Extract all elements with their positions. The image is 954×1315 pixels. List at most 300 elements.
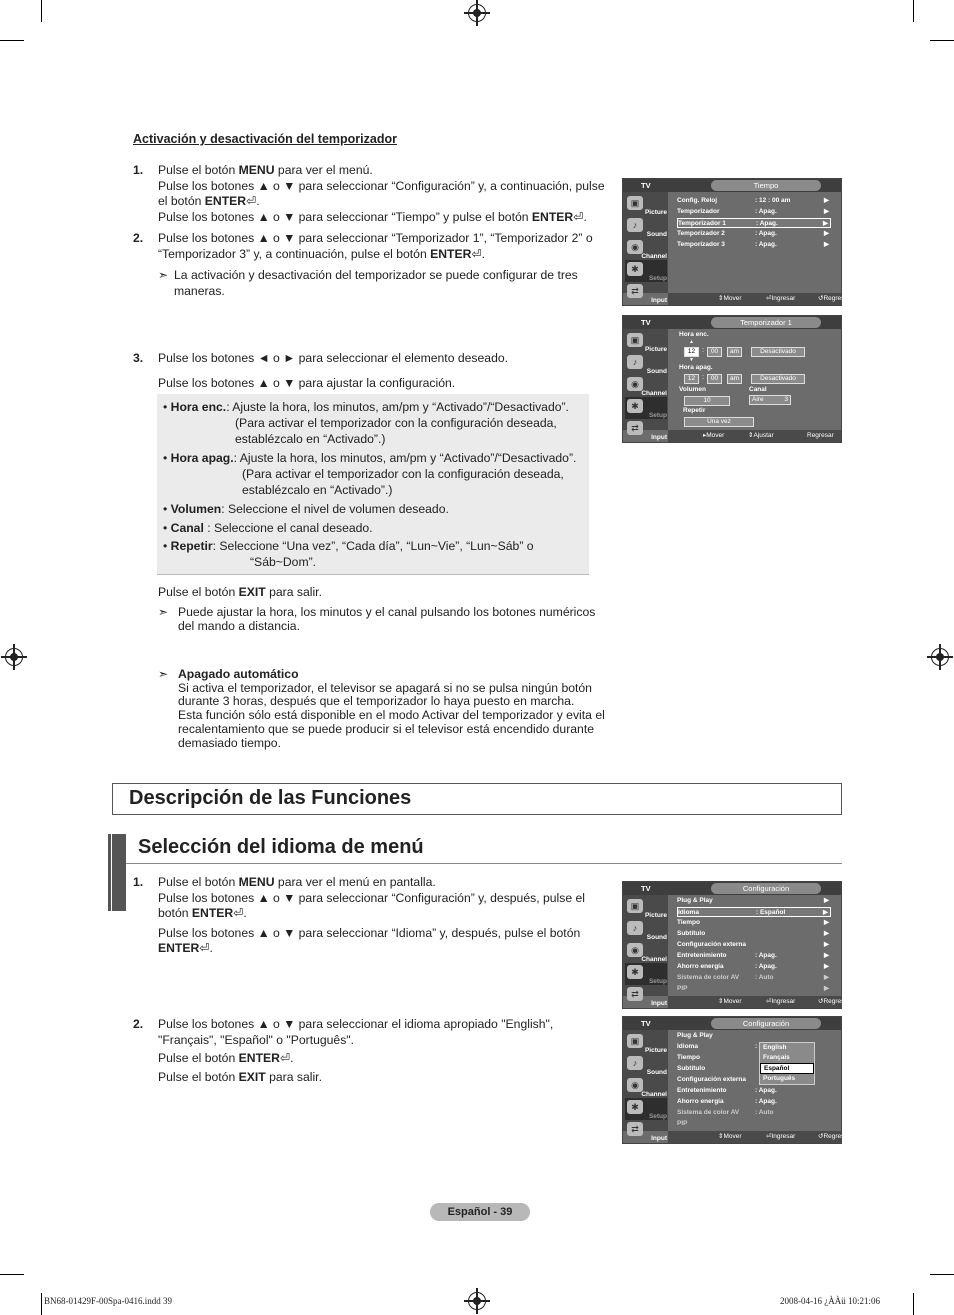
hint-label: Mover bbox=[723, 998, 742, 1005]
text: Pulse el botón bbox=[158, 1051, 239, 1065]
sidebar-item-sound[interactable] bbox=[625, 216, 667, 238]
minute-field[interactable]: 00 bbox=[707, 374, 722, 384]
timestamp: 2008-04-16 ¿ÀÀü 10:21:06 bbox=[780, 1296, 880, 1306]
arrow-right-icon: ▶ bbox=[824, 930, 829, 937]
key-label: ENTER bbox=[191, 906, 234, 920]
list-item: • Repetir: Seleccione “Una vez”, “Cada día”, “Lun~Vie”, “Lun~Sáb” o bbox=[163, 539, 534, 553]
registration-mark-icon bbox=[468, 4, 486, 22]
file-info: BN68-01429F-00Spa-0416.indd 39 bbox=[44, 1296, 172, 1306]
sidebar-label: Channel bbox=[641, 390, 667, 397]
arrow-down-icon: ▼ bbox=[689, 357, 694, 363]
move-hint: ⇕ Mover bbox=[718, 1131, 723, 1143]
note-text: Puede ajustar la hora, los minutos y el canal pulsando los botones numéricos del mando a distancia. bbox=[178, 605, 596, 633]
page-number: Español - 39 bbox=[430, 1203, 530, 1221]
return-hint: ↺ Regresar bbox=[818, 293, 823, 305]
section-heading bbox=[112, 834, 842, 864]
text: . bbox=[209, 941, 213, 955]
hint-label: Ingresar bbox=[771, 998, 796, 1005]
registration-mark-icon bbox=[931, 648, 949, 666]
lang-step-2 bbox=[133, 1017, 603, 1085]
text: . bbox=[256, 194, 260, 208]
picture-icon: ▣ bbox=[627, 1034, 643, 1048]
menu-row[interactable] bbox=[677, 240, 831, 250]
sidebar-item-picture[interactable] bbox=[625, 194, 667, 216]
key-label: MENU bbox=[238, 163, 275, 177]
text: Pulse los botones ▲ o ▼ para seleccionar “Configuración” y, después, pulse el botón bbox=[158, 890, 585, 920]
minute-field[interactable]: 00 bbox=[707, 347, 722, 357]
sidebar-label: Channel bbox=[641, 253, 667, 260]
arrow-right-icon: ▶ bbox=[824, 952, 829, 959]
input-icon: ⇄ bbox=[627, 987, 643, 1001]
channel-type: Aire bbox=[752, 396, 764, 403]
row-value: : Apag. bbox=[755, 1087, 777, 1094]
crop-mark bbox=[930, 1274, 954, 1275]
item-text: : Ajuste la hora, los minutos, am/pm y “Activado”/“Desactivado”. bbox=[233, 451, 577, 465]
language-dropdown[interactable] bbox=[759, 1042, 815, 1085]
menu-row[interactable] bbox=[677, 207, 831, 217]
enter-hint: ⏎ Ingresar bbox=[766, 1131, 771, 1143]
row-label: Idioma bbox=[678, 909, 699, 916]
hint-label: Mover bbox=[723, 1133, 742, 1140]
picture-icon: ▣ bbox=[627, 899, 643, 913]
tv-label: TV bbox=[641, 1019, 651, 1028]
sidebar-item-sound[interactable] bbox=[625, 919, 667, 941]
item-text: : Seleccione “Una vez”, “Cada día”, “Lun~Vie”, “Lun~Sáb” o bbox=[212, 539, 534, 553]
row-label: Tiempo bbox=[677, 919, 700, 926]
row-label: Sistema de color AV bbox=[677, 974, 740, 981]
row-value: : Español bbox=[756, 909, 786, 916]
row-label: Subtítulo bbox=[677, 930, 706, 937]
item-text: (Para activar el temporizador con la configuración deseada, bbox=[242, 467, 564, 481]
gear-icon: ✱ bbox=[627, 399, 643, 413]
adjust-hint: ⇕ Ajustar bbox=[748, 430, 753, 442]
menu-row[interactable] bbox=[677, 951, 831, 961]
row-value: : Apag. bbox=[756, 220, 778, 227]
row-value: : bbox=[755, 1043, 758, 1050]
heading-text: Descripción de las Funciones bbox=[129, 787, 412, 809]
arrow-right-icon: ▶ bbox=[824, 197, 829, 204]
hint-label: Regresar bbox=[823, 1133, 851, 1140]
channel-number: 3 bbox=[784, 396, 788, 403]
section-title: Activación y desactivación del temporizador bbox=[133, 132, 397, 146]
key-label: EXIT bbox=[238, 585, 266, 599]
text: para salir. bbox=[265, 1069, 322, 1084]
text: . bbox=[290, 1051, 294, 1065]
tv-footer bbox=[668, 1131, 851, 1143]
tv-footer bbox=[668, 996, 851, 1008]
arrow-right-icon: ▶ bbox=[824, 897, 829, 904]
sidebar-label: Sound bbox=[646, 231, 667, 238]
key-label: MENU bbox=[238, 875, 275, 889]
text: para salir. bbox=[265, 585, 322, 599]
return-hint: ↺ Regresar bbox=[818, 1131, 823, 1143]
crop-mark bbox=[913, 1293, 914, 1315]
crop-mark bbox=[913, 0, 914, 22]
text: Pulse los botones ▲ o ▼ para ajustar la configuración. bbox=[158, 375, 456, 390]
menu-row[interactable] bbox=[677, 940, 831, 950]
arrow-right-icon: ▶ bbox=[824, 919, 829, 926]
move-hint: ⇕ Mover bbox=[718, 293, 723, 305]
row-label: Temporizador 1 bbox=[678, 220, 726, 227]
tv-sidebar bbox=[623, 192, 668, 304]
channel-icon: ◉ bbox=[627, 377, 643, 391]
text: Pulse el botón bbox=[158, 585, 239, 599]
row-label: Plug & Play bbox=[677, 897, 713, 904]
sidebar-item-channel[interactable] bbox=[625, 941, 667, 963]
text: . bbox=[583, 209, 587, 224]
gear-icon: ✱ bbox=[627, 965, 643, 979]
text: . bbox=[481, 246, 486, 261]
row-value: : Apag. bbox=[755, 1098, 777, 1105]
text: . bbox=[243, 906, 247, 920]
exit-instruction bbox=[158, 585, 322, 599]
step-2 bbox=[133, 231, 613, 299]
sidebar-item-setup[interactable] bbox=[625, 1098, 667, 1120]
arrow-right-icon: ▶ bbox=[823, 909, 828, 916]
separator: : bbox=[702, 374, 704, 381]
row-label: Temporizador 3 bbox=[677, 241, 725, 248]
sidebar-label: Input bbox=[651, 1135, 667, 1142]
row-label: Subtítulo bbox=[677, 1065, 706, 1072]
return-hint: ↺ Regresar bbox=[818, 996, 823, 1008]
heading-bar bbox=[108, 834, 111, 911]
options-box bbox=[157, 394, 589, 575]
menu-row[interactable] bbox=[677, 1097, 831, 1107]
arrow-right-icon: ▶ bbox=[824, 985, 829, 992]
row-label: Configuración externa bbox=[677, 941, 746, 948]
step-number: 3. bbox=[133, 351, 144, 365]
row-label: Idioma bbox=[677, 1043, 698, 1050]
row-label: Configuración externa bbox=[677, 1076, 746, 1083]
list-item: • Hora enc.: Ajuste la hora, los minutos, am/pm y “Activado”/“Desactivado”. bbox=[163, 400, 569, 414]
channel-field[interactable] bbox=[749, 395, 791, 405]
heading-bar bbox=[112, 834, 126, 911]
hint-label: Ingresar bbox=[771, 295, 796, 302]
input-icon: ⇄ bbox=[627, 1122, 643, 1136]
channel-icon: ◉ bbox=[627, 1078, 643, 1092]
crop-mark bbox=[0, 40, 24, 41]
enter-icon: ⏎ bbox=[233, 906, 244, 920]
text: Pulse los botones ▲ o ▼ para seleccionar “Temporizador 1”, “Temporizador 2” o “Temporizador 3” y, a continuación, pulse el botón bbox=[158, 231, 593, 261]
row-label: Config. Reloj bbox=[677, 197, 718, 204]
list-item: • Volumen: Seleccione el nivel de volumen deseado. bbox=[163, 502, 449, 516]
tv-label: TV bbox=[641, 884, 651, 893]
hint-label: Mover bbox=[723, 295, 742, 302]
row-value: : Apag. bbox=[755, 208, 777, 215]
hint-label: Ajustar bbox=[753, 432, 774, 439]
separator: : bbox=[702, 347, 704, 354]
enter-hint: ⏎ Ingresar bbox=[766, 996, 771, 1008]
menu-title: Tiempo bbox=[711, 180, 821, 191]
sound-icon: ♪ bbox=[627, 218, 643, 232]
crop-mark bbox=[41, 1293, 42, 1315]
key-label: ENTER bbox=[531, 209, 574, 224]
sidebar-label: Channel bbox=[641, 1091, 667, 1098]
list-item: • Canal : Seleccione el canal deseado. bbox=[163, 521, 373, 535]
text: para ver el menú en pantalla. bbox=[274, 875, 436, 889]
menu-row-selected[interactable] bbox=[677, 218, 831, 228]
crop-mark bbox=[41, 0, 42, 22]
item-text: : Seleccione el canal deseado. bbox=[203, 521, 373, 535]
enter-icon: ⏎ bbox=[246, 194, 257, 208]
menu-row[interactable] bbox=[677, 1031, 831, 1041]
row-value: : Apag. bbox=[755, 230, 777, 237]
channel-icon: ◉ bbox=[627, 943, 643, 957]
row-value: : Apag. bbox=[755, 241, 777, 248]
tv-sidebar bbox=[623, 895, 668, 1007]
note-title: Apagado automático bbox=[178, 667, 299, 681]
repeat-field[interactable]: Una vez bbox=[684, 417, 754, 427]
sidebar-item-input[interactable] bbox=[625, 985, 667, 1007]
text: Pulse el botón bbox=[158, 875, 239, 889]
hint-label: Ingresar bbox=[771, 1133, 796, 1140]
sidebar-item-picture[interactable] bbox=[625, 1032, 667, 1054]
row-label: Plug & Play bbox=[677, 1032, 713, 1039]
text: Pulse los botones ▲ o ▼ para seleccionar “Configuración” y, a continuación, pulse el botón bbox=[158, 178, 605, 208]
heading-text: Selección del idioma de menú bbox=[138, 836, 424, 858]
sidebar-item-input[interactable] bbox=[625, 1120, 667, 1142]
language-option[interactable]: Português bbox=[763, 1075, 796, 1082]
arrow-right-icon: ▶ bbox=[824, 963, 829, 970]
item-text: “Sáb~Dom”. bbox=[250, 555, 317, 569]
arrow-icon: ➣ bbox=[158, 268, 169, 282]
tv-menu-configuracion bbox=[622, 881, 851, 1009]
hint-label: Mover bbox=[706, 432, 725, 439]
row-label: Tiempo bbox=[677, 1054, 700, 1061]
sidebar-label: Input bbox=[651, 1000, 667, 1007]
sidebar-label: Sound bbox=[646, 1069, 667, 1076]
move-hint: ▸ Mover bbox=[703, 430, 706, 442]
text: Pulse el botón bbox=[158, 1069, 239, 1084]
item-text: establézcalo en “Activado”.) bbox=[242, 483, 393, 497]
row-label: Temporizador bbox=[677, 208, 720, 215]
tv-menu-temporizador bbox=[622, 315, 842, 443]
arrow-right-icon: ▶ bbox=[824, 941, 829, 948]
menu-title: Configuración bbox=[711, 1018, 821, 1029]
input-icon: ⇄ bbox=[627, 284, 643, 298]
menu-title: Temporizador 1 bbox=[711, 317, 821, 328]
item-key: Volumen bbox=[170, 502, 222, 516]
note bbox=[158, 605, 613, 633]
gear-icon: ✱ bbox=[627, 1100, 643, 1114]
registration-mark-icon bbox=[5, 648, 23, 666]
hour-field[interactable]: 12 bbox=[684, 374, 699, 384]
sidebar-label: Input bbox=[651, 297, 667, 304]
key-label: ENTER bbox=[238, 1051, 280, 1065]
text: Pulse el botón bbox=[158, 163, 239, 177]
note-text: La activación y desactivación del temporizador se puede configurar de tres maneras. bbox=[174, 268, 578, 298]
tv-menu-list bbox=[673, 896, 835, 994]
hint-label: Regresar bbox=[823, 295, 851, 302]
sidebar-item-input[interactable] bbox=[625, 282, 667, 304]
item-key: Repetir bbox=[170, 539, 213, 553]
menu-row[interactable] bbox=[677, 929, 831, 939]
enter-hint: ⏎ Ingresar bbox=[766, 293, 771, 305]
sidebar-item-picture[interactable] bbox=[625, 331, 667, 353]
enter-icon: ⏎ bbox=[279, 1051, 291, 1065]
sidebar-label: Picture bbox=[644, 912, 667, 919]
menu-row[interactable] bbox=[677, 196, 831, 206]
enter-icon: ⏎ bbox=[199, 941, 210, 955]
item-key: Hora enc. bbox=[170, 400, 227, 414]
tv-label: TV bbox=[641, 181, 651, 190]
sidebar-item-channel[interactable] bbox=[625, 375, 667, 397]
sidebar-label: Setup bbox=[648, 978, 667, 985]
item-text: (Para activar el temporizador con la configuración deseada, bbox=[235, 416, 557, 430]
sound-icon: ♪ bbox=[627, 921, 643, 935]
tv-label: TV bbox=[641, 318, 651, 327]
arrow-icon: ➣ bbox=[158, 605, 169, 619]
picture-icon: ▣ bbox=[627, 196, 643, 210]
row-label: Ahorro energía bbox=[677, 1098, 724, 1105]
language-option[interactable]: Français bbox=[763, 1054, 790, 1061]
list-item: • Hora apag.: Ajuste la hora, los minutos, am/pm y “Activado”/“Desactivado”. bbox=[163, 451, 577, 465]
tv-sidebar bbox=[623, 329, 668, 441]
text: para ver el menú. bbox=[274, 163, 373, 177]
enter-icon: ⏎ bbox=[573, 209, 584, 224]
row-value: : Auto bbox=[755, 1109, 774, 1116]
ampm-field[interactable]: am bbox=[727, 347, 742, 357]
move-hint: ⇕ Mover bbox=[718, 996, 723, 1008]
hour-field[interactable]: 12 bbox=[684, 347, 699, 357]
enter-icon: ⏎ bbox=[471, 246, 482, 261]
tv-footer bbox=[668, 430, 841, 442]
sound-icon: ♪ bbox=[627, 355, 643, 369]
menu-row[interactable] bbox=[677, 1108, 831, 1118]
row-label: Temporizador 2 bbox=[677, 230, 725, 237]
sidebar-item-input[interactable] bbox=[625, 419, 667, 441]
picture-icon: ▣ bbox=[627, 333, 643, 347]
row-label: PIP bbox=[677, 1120, 688, 1127]
step-3 bbox=[133, 351, 613, 391]
key-label: ENTER bbox=[204, 194, 247, 208]
field-label: Volumen bbox=[679, 386, 706, 393]
sidebar-label: Picture bbox=[644, 346, 667, 353]
language-option-selected[interactable]: Español bbox=[760, 1063, 814, 1074]
sidebar-label: Input bbox=[651, 434, 667, 441]
key-label: EXIT bbox=[238, 1069, 266, 1084]
menu-row[interactable] bbox=[677, 1119, 831, 1129]
row-value: : Apag. bbox=[755, 952, 777, 959]
sidebar-label: Setup bbox=[648, 1113, 667, 1120]
menu-row[interactable] bbox=[677, 973, 831, 983]
gear-icon: ✱ bbox=[627, 262, 643, 276]
crop-mark bbox=[0, 1274, 24, 1275]
step-number: 1. bbox=[133, 875, 144, 889]
menu-row[interactable] bbox=[677, 896, 831, 906]
channel-icon: ◉ bbox=[627, 240, 643, 254]
step-number: 2. bbox=[133, 231, 144, 245]
arrow-right-icon: ▶ bbox=[824, 974, 829, 981]
text: Pulse los botones ◄ o ► para seleccionar el elemento deseado. bbox=[158, 351, 509, 365]
text: Pulse los botones ▲ o ▼ para seleccionar el idioma apropiado "English", "Français", "Español" o "Português". bbox=[158, 1017, 554, 1047]
menu-title: Configuración bbox=[711, 883, 821, 894]
field-label: Hora apag. bbox=[679, 364, 713, 371]
ampm-field[interactable]: am bbox=[727, 374, 742, 384]
note-text: Si activa el temporizador, el televisor se apagará si no se pulsa ningún botón durante 3 horas, después que el temporizador lo haya puesto en marcha. bbox=[178, 680, 592, 709]
menu-row-selected[interactable] bbox=[677, 907, 831, 917]
key-label: ENTER bbox=[430, 246, 472, 261]
sidebar-item-sound[interactable] bbox=[625, 353, 667, 375]
field-label: Canal bbox=[749, 386, 767, 393]
note-text: Esta función sólo está disponible en el modo Activar del temporizador y evita el recalentamiento que se puede producir si el televisor está encendido durante demasiado tiempo. bbox=[178, 708, 605, 750]
crop-mark bbox=[930, 40, 954, 41]
field-label: Repetir bbox=[683, 407, 706, 414]
sidebar-item-setup[interactable] bbox=[625, 963, 667, 985]
step-number: 2. bbox=[133, 1017, 144, 1031]
lang-step-1 bbox=[133, 875, 603, 957]
menu-row[interactable] bbox=[677, 229, 831, 239]
sidebar-item-channel[interactable] bbox=[625, 238, 667, 260]
menu-row[interactable] bbox=[677, 918, 831, 928]
tv-sidebar bbox=[623, 1030, 668, 1142]
item-key: Hora apag. bbox=[170, 451, 234, 465]
sidebar-item-channel[interactable] bbox=[625, 1076, 667, 1098]
sidebar-label: Picture bbox=[644, 209, 667, 216]
chapter-heading bbox=[112, 783, 842, 815]
menu-row[interactable] bbox=[677, 984, 831, 994]
sidebar-item-setup[interactable] bbox=[625, 397, 667, 419]
item-key: Canal bbox=[170, 521, 204, 535]
arrow-up-icon: ▲ bbox=[689, 339, 694, 345]
arrow-right-icon: ▶ bbox=[823, 220, 828, 227]
hint-label: Regresar bbox=[807, 432, 834, 439]
row-label: PIP bbox=[677, 985, 688, 992]
registration-mark-icon bbox=[468, 1292, 486, 1310]
sidebar-label: Picture bbox=[644, 1047, 667, 1054]
input-icon: ⇄ bbox=[627, 421, 643, 435]
tv-menu-idioma bbox=[622, 1016, 851, 1144]
state-field[interactable]: Desactivado bbox=[751, 347, 805, 357]
tv-menu-tiempo bbox=[622, 178, 851, 306]
state-field[interactable]: Desactivado bbox=[751, 374, 805, 384]
text: Pulse los botones ▲ o ▼ para seleccionar “Idioma” y, después, pulse el botón bbox=[158, 925, 581, 940]
item-text: : Seleccione el nivel de volumen deseado. bbox=[221, 502, 449, 516]
hint-label: Regresar bbox=[823, 998, 851, 1005]
sidebar-label: Sound bbox=[646, 934, 667, 941]
item-text: establézcalo en “Activado”.) bbox=[235, 432, 386, 446]
menu-row[interactable] bbox=[677, 962, 831, 972]
volume-field[interactable]: 10 bbox=[684, 396, 730, 406]
row-label: Entretenimiento bbox=[677, 952, 727, 959]
menu-row[interactable] bbox=[677, 1086, 831, 1096]
tv-menu-list bbox=[673, 195, 835, 291]
key-label: ENTER bbox=[158, 941, 200, 955]
sidebar-label: Channel bbox=[641, 956, 667, 963]
row-label: Sistema de color AV bbox=[677, 1109, 740, 1116]
arrow-right-icon: ▶ bbox=[824, 230, 829, 237]
arrow-icon: ➣ bbox=[158, 667, 169, 681]
language-option[interactable]: English bbox=[763, 1044, 787, 1051]
sidebar-item-picture[interactable] bbox=[625, 897, 667, 919]
row-label: Ahorro energía bbox=[677, 963, 724, 970]
tv-footer bbox=[668, 293, 851, 305]
sidebar-item-setup[interactable] bbox=[625, 260, 667, 282]
step-number: 1. bbox=[133, 163, 144, 177]
sidebar-label: Sound bbox=[646, 368, 667, 375]
row-value: : Apag. bbox=[755, 963, 777, 970]
field-label: Hora enc. bbox=[679, 331, 709, 338]
item-text: : Ajuste la hora, los minutos, am/pm y “Activado”/“Desactivado”. bbox=[226, 400, 569, 414]
sound-icon: ♪ bbox=[627, 1056, 643, 1070]
step-1 bbox=[133, 163, 613, 225]
sidebar-label: Setup bbox=[648, 412, 667, 419]
sidebar-item-sound[interactable] bbox=[625, 1054, 667, 1076]
note bbox=[158, 668, 613, 750]
arrow-right-icon: ▶ bbox=[824, 208, 829, 215]
row-value: : Auto bbox=[755, 974, 774, 981]
arrow-right-icon: ▶ bbox=[824, 241, 829, 248]
